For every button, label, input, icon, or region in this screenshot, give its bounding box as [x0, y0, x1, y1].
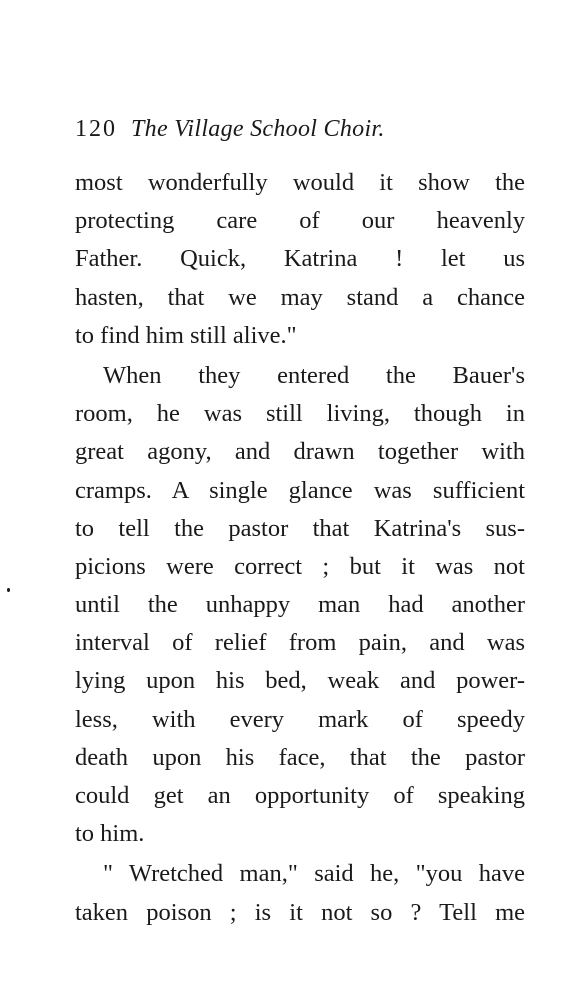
text-line: room, he was still living, though in	[75, 400, 525, 428]
text-line: interval of relief from pain, and was	[75, 629, 525, 657]
text-line: When they entered the Bauer's	[103, 361, 525, 389]
text-line: " Wretched man," said he, "you have	[103, 860, 525, 888]
ink-speck	[7, 588, 10, 592]
text-line: Father. Quick, Katrina ! let us	[75, 245, 525, 273]
text-line: less, with every mark of speedy	[75, 705, 525, 733]
text-line: to tell the pastor that Katrina's sus-	[75, 514, 525, 542]
text-line: cramps. A single glance was sufficient	[75, 476, 525, 504]
text-line: could get an opportunity of speaking	[75, 782, 525, 809]
body-text	[75, 164, 525, 932]
running-title: The Village School Choir.	[131, 116, 385, 142]
text-line: lying upon his bed, weak and power-	[75, 667, 525, 695]
text-line: to find him still alive."	[75, 321, 297, 349]
text-line: protecting care of our heavenly	[75, 207, 525, 235]
text-line: most wonderfully would it show the	[75, 169, 525, 196]
page-number: 120	[75, 116, 117, 142]
text-line: until the unhappy man had another	[75, 591, 525, 619]
text-line: death upon his face, that the pastor	[75, 743, 525, 771]
running-header	[75, 112, 525, 146]
text-line: taken poison ; is it not so ? Tell me	[75, 898, 525, 926]
text-line: hasten, that we may stand a chance	[75, 283, 525, 311]
text-line: great agony, and drawn together with	[75, 438, 525, 466]
text-line: to him.	[75, 820, 145, 848]
text-line: picions were correct ; but it was not	[75, 552, 525, 580]
